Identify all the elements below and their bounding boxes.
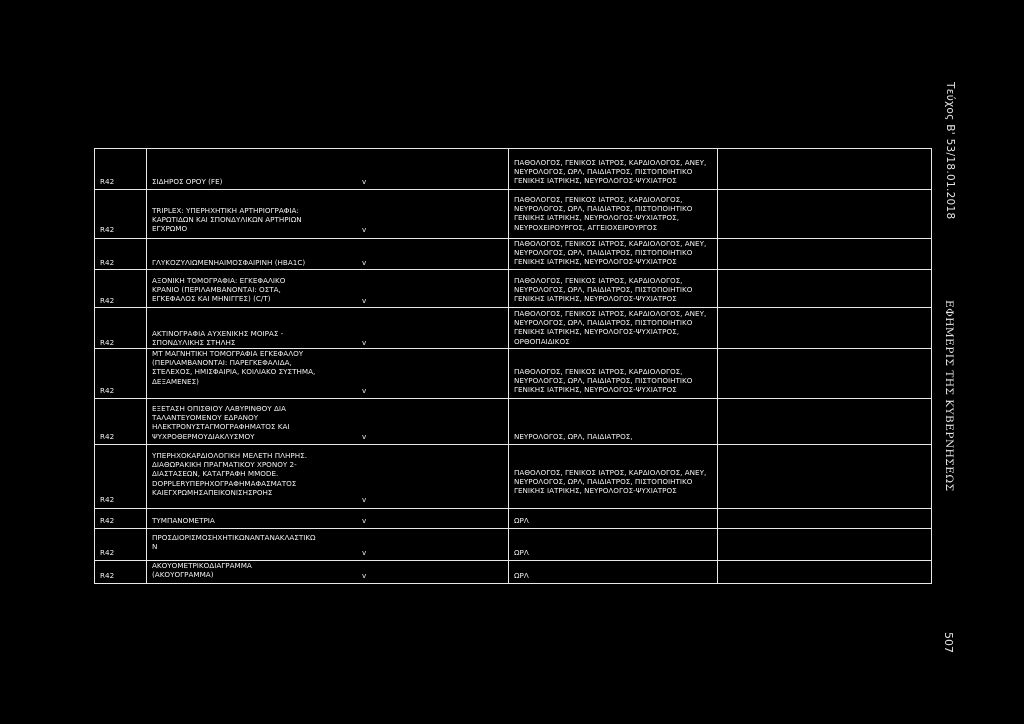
- row-code: R42: [100, 338, 115, 347]
- exam-name: ΥΠΕΡΗΧΟΚΑΡΔΙΟΛΟΓΙΚΗ ΜΕΛΕΤΗ ΠΛΗΡΗΣ. ΔΙΑΘΩΡΑΚΙΚΗ ΠΡΑΓΜΑΤΙΚΟΥ ΧΡΟΝΟΥ 2- ΔΙΑΣΤΑΣΕΩΝ, ΚΑΤΑΓΡΑΦΗ MMODE. DOPPLERΥΠΕΡΗΧΟΓΡΑΦΗΜΑΦΑΣΜΑΤΟΣ ΚΑΙΕΓΧΡΩΜΗΣΑΠΕΙΚΟΝΙΣΗΣΡΟΗΣ: [152, 451, 307, 497]
- specialties: ΠΑΘΟΛΟΓΟΣ, ΓΕΝΙΚΟΣ ΙΑΤΡΟΣ, ΚΑΡΔΙΟΛΟΓΟΣ, ΑΝΕΥ, ΝΕΥΡΟΛΟΓΟΣ, ΩΡΛ, ΠΑΙΔΙΑΤΡΟΣ, ΠΙΣΤΟΠΟΙΗΤΙΚΟ ΓΕΝΙΚΗΣ ΙΑΤΡΙΚΗΣ, ΝΕΥΡΟΛΟΓΟΣ-ΨΥΧΙΑΤΡΟΣ: [514, 158, 707, 186]
- row-code: R42: [100, 432, 115, 441]
- check-mark: v: [362, 432, 367, 441]
- check-mark: v: [362, 296, 367, 305]
- specialties: ΠΑΘΟΛΟΓΟΣ, ΓΕΝΙΚΟΣ ΙΑΤΡΟΣ, ΚΑΡΔΙΟΛΟΓΟΣ, ΑΝΕΥ, ΝΕΥΡΟΛΟΓΟΣ, ΩΡΛ, ΠΑΙΔΙΑΤΡΟΣ, ΠΙΣΤΟΠΟΙΗΤΙΚΟ ΓΕΝΙΚΗΣ ΙΑΤΡΙΚΗΣ, ΝΕΥΡΟΛΟΓΟΣ-ΨΥΧΙΑΤΡΟΣ: [514, 468, 707, 496]
- row-divider: [94, 528, 932, 529]
- exam-name: MT ΜΑΓΝΗΤΙΚΗ ΤΟΜΟΓΡΑΦΙΑ ΕΓΚΕΦΑΛΟΥ (ΠΕΡΙΛΑΜΒΑΝΟΝΤΑΙ: ΠΑΡΕΓΚΕΦΑΛΙΔΑ, ΣΤΕΛΕΧΟΣ, ΗΜΙΣΦΑΙΡΙΑ, ΚΟΙΛΙΑΚΟ ΣΥΣΤΗΜΑ, ΔΕΞΑΜΕΝΕΣ): [152, 349, 316, 386]
- check-mark: v: [362, 548, 367, 557]
- check-mark: v: [362, 225, 367, 234]
- specialties: ΝΕΥΡΟΛΟΓΟΣ, ΩΡΛ, ΠΑΙΔΙΑΤΡΟΣ,: [514, 432, 633, 441]
- row-divider: [94, 148, 932, 149]
- row-code: R42: [100, 258, 115, 267]
- row-code: R42: [100, 571, 115, 580]
- page-number: 507: [942, 632, 955, 653]
- row-divider: [94, 398, 932, 399]
- specialties: ΩΡΛ: [514, 571, 529, 580]
- specialties: ΩΡΛ: [514, 548, 529, 557]
- check-mark: v: [362, 495, 367, 504]
- specialties: ΠΑΘΟΛΟΓΟΣ, ΓΕΝΙΚΟΣ ΙΑΤΡΟΣ, ΚΑΡΔΙΟΛΟΓΟΣ, ΝΕΥΡΟΛΟΓΟΣ, ΩΡΛ, ΠΑΙΔΙΑΤΡΟΣ, ΠΙΣΤΟΠΟΙΗΤΙΚΟ ΓΕΝΙΚΗΣ ΙΑΤΡΙΚΗΣ, ΝΕΥΡΟΛΟΓΟΣ-ΨΥΧΙΑΤΡΟΣ: [514, 276, 693, 304]
- specialties: ΠΑΘΟΛΟΓΟΣ, ΓΕΝΙΚΟΣ ΙΑΤΡΟΣ, ΚΑΡΔΙΟΛΟΓΟΣ, ΑΝΕΥ, ΝΕΥΡΟΛΟΓΟΣ, ΩΡΛ, ΠΑΙΔΙΑΤΡΟΣ, ΠΙΣΤΟΠΟΙΗΤΙΚΟ ΓΕΝΙΚΗΣ ΙΑΤΡΙΚΗΣ, ΝΕΥΡΟΛΟΓΟΣ-ΨΥΧΙΑΤΡΟΣ, ΟΡΘΟΠΑΙΔΙΚΟΣ: [514, 309, 707, 346]
- row-code: R42: [100, 225, 115, 234]
- column-divider: [508, 148, 509, 584]
- exam-name: ΑΚΟΥΟΜΕΤΡΙΚΟΔΙΑΓΡΑΜΜΑ (ΑΚΟΥΟΓΡΑΜΜΑ): [152, 561, 252, 580]
- check-mark: v: [362, 177, 367, 186]
- row-divider: [94, 269, 932, 270]
- row-code: R42: [100, 177, 115, 186]
- row-code: R42: [100, 516, 115, 525]
- specialties: ΩΡΛ: [514, 516, 529, 525]
- check-mark: v: [362, 338, 367, 347]
- exam-name: ΑΞΟΝΙΚΗ ΤΟΜΟΓΡΑΦΙΑ: ΕΓΚΕΦΑΛΙΚΟ ΚΡΑΝΙΟ (ΠΕΡΙΛΑΜΒΑΝΟΝΤΑΙ: ΟΣΤΑ, ΕΓΚΕΦΑΛΟΣ ΚΑΙ ΜΗΝΙΓΓΕΣ) (C/T): [152, 276, 286, 304]
- check-mark: v: [362, 386, 367, 395]
- exam-name: ΕΞΕΤΑΣΗ ΟΠΙΣΘΙΟΥ ΛΑΒΥΡΙΝΘΟΥ ΔΙΑ ΤΑΛΑΝΤΕΥΟΜΕΝΟΥ ΕΔΡΑΝΟΥ ΗΛΕΚΤΡΟΝΥΣΤΑΓΜΟΓΡΑΦΗΜΑΤΟΣ ΚΑΙ ΨΥΧΡΟΘΕΡΜΟΥΔΙΑΚΛΥΣΜΟΥ: [152, 404, 290, 441]
- specialties: ΠΑΘΟΛΟΓΟΣ, ΓΕΝΙΚΟΣ ΙΑΤΡΟΣ, ΚΑΡΔΙΟΛΟΓΟΣ, ΑΝΕΥ, ΝΕΥΡΟΛΟΓΟΣ, ΩΡΛ, ΠΑΙΔΙΑΤΡΟΣ, ΠΙΣΤΟΠΟΙΗΤΙΚΟ ΓΕΝΙΚΗΣ ΙΑΤΡΙΚΗΣ, ΝΕΥΡΟΛΟΓΟΣ-ΨΥΧΙΑΤΡΟΣ: [514, 239, 707, 267]
- exam-table: [94, 148, 932, 584]
- row-divider: [94, 238, 932, 239]
- issue-header: Τεύχος Β' 53/18.01.2018: [944, 82, 956, 220]
- table-border-right: [931, 148, 932, 584]
- exam-name: ΣΙΔΗΡΟΣ ΟΡΟΥ (FE): [152, 177, 223, 186]
- column-divider: [146, 148, 147, 584]
- journal-title: ΕΦΗΜΕΡΙΣ ΤΗΣ ΚΥΒΕΡΝΗΣΕΩΣ: [943, 300, 955, 492]
- exam-name: ΑΚΤΙΝΟΓΡΑΦΙΑ ΑΥΧΕΝΙΚΗΣ ΜΟΙΡΑΣ - ΣΠΟΝΔΥΛΙΚΗΣ ΣΤΗΛΗΣ: [152, 329, 284, 348]
- row-code: R42: [100, 495, 115, 504]
- exam-name: TRIPLEX: ΥΠΕΡΗΧΗΤΙΚΗ ΑΡΤΗΡΙΟΓΡΑΦΙΑ: ΚΑΡΩΤΙΔΩΝ ΚΑΙ ΣΠΟΝΔΥΛΙΚΩΝ ΑΡΤΗΡΙΩΝ ΕΓΧΡΩΜΟ: [152, 206, 302, 234]
- check-mark: v: [362, 258, 367, 267]
- specialties: ΠΑΘΟΛΟΓΟΣ, ΓΕΝΙΚΟΣ ΙΑΤΡΟΣ, ΚΑΡΔΙΟΛΟΓΟΣ, ΝΕΥΡΟΛΟΓΟΣ, ΩΡΛ, ΠΑΙΔΙΑΤΡΟΣ, ΠΙΣΤΟΠΟΙΗΤΙΚΟ ΓΕΝΙΚΗΣ ΙΑΤΡΙΚΗΣ, ΝΕΥΡΟΛΟΓΟΣ-ΨΥΧΙΑΤΡΟΣ: [514, 367, 693, 395]
- row-divider: [94, 307, 932, 308]
- check-mark: v: [362, 516, 367, 525]
- table-border-left: [94, 148, 95, 584]
- row-divider: [94, 444, 932, 445]
- exam-name: ΤΥΜΠΑΝΟΜΕΤΡΙΑ: [152, 516, 215, 525]
- row-divider: [94, 508, 932, 509]
- exam-name: ΓΛΥΚΟΖΥΛΙΩΜΕΝΗΑΙΜΟΣΦΑΙΡΙΝΗ (HBA1C): [152, 258, 306, 267]
- row-divider: [94, 583, 932, 584]
- row-divider: [94, 189, 932, 190]
- exam-name: ΠΡΟΣΔΙΟΡΙΣΜΟΣΗΧΗΤΙΚΩΝΑΝΤΑΝΑΚΛΑΣΤΙΚΩ Ν: [152, 533, 316, 552]
- row-code: R42: [100, 548, 115, 557]
- specialties: ΠΑΘΟΛΟΓΟΣ, ΓΕΝΙΚΟΣ ΙΑΤΡΟΣ, ΚΑΡΔΙΟΛΟΓΟΣ, ΝΕΥΡΟΛΟΓΟΣ, ΩΡΛ, ΠΑΙΔΙΑΤΡΟΣ, ΠΙΣΤΟΠΟΙΗΤΙΚΟ ΓΕΝΙΚΗΣ ΙΑΤΡΙΚΗΣ, ΝΕΥΡΟΛΟΓΟΣ-ΨΥΧΙΑΤΡΟΣ, ΝΕΥΡΟΧΕΙΡΟΥΡΓΟΣ, ΑΓΓΕΙΟΧΕΙΡΟΥΡΓΟΣ: [514, 195, 693, 232]
- row-code: R42: [100, 296, 115, 305]
- row-code: R42: [100, 386, 115, 395]
- check-mark: v: [362, 571, 367, 580]
